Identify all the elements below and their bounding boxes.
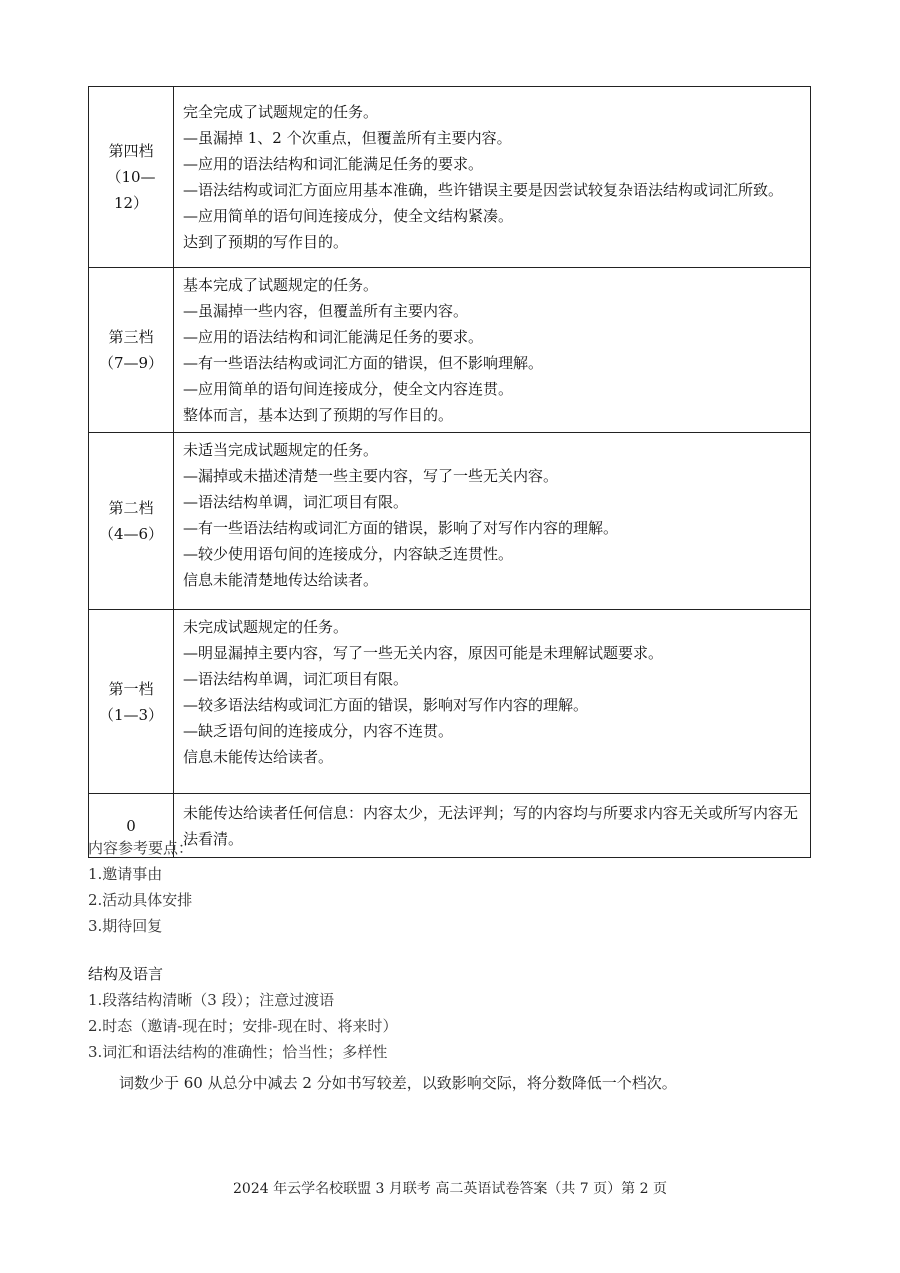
description-line: 整体而言，基本达到了预期的写作目的。 (183, 406, 454, 424)
level-name: 第四档 (108, 142, 154, 160)
description-line: —较少使用语句间的连接成分，内容缺乏连贯性。 (183, 545, 514, 563)
description-text: 未能传达给读者任何信息：内容太少，无法评判；写的内容均与所要求内容无关或所写内容无法看清。 (183, 803, 799, 848)
level-range: （7—9） (98, 354, 164, 372)
level-description (174, 610, 811, 794)
structure-item: 1.段落结构清晰（3 段）；注意过渡语 (88, 991, 335, 1009)
description-line: —有一些语法结构或词汇方面的错误，影响了对写作内容的理解。 (183, 519, 619, 537)
description-line: —明显漏掉主要内容，写了一些无关内容，原因可能是未理解试题要求。 (183, 644, 664, 662)
level-name: 第三档 (108, 328, 154, 346)
spacer (88, 939, 397, 961)
level-label-cell (89, 87, 174, 268)
content-point-item: 1.邀请事由 (88, 865, 163, 883)
description-line: 未适当完成试题规定的任务。 (183, 441, 379, 459)
description-line: 达到了预期的写作目的。 (183, 233, 349, 251)
level-name: 第一档 (108, 679, 154, 698)
rubric-row-level-4 (89, 87, 811, 268)
rubric-row-level-3 (89, 268, 811, 433)
structure-item: 3.词汇和语法结构的准确性；恰当性；多样性 (88, 1043, 388, 1061)
level-name: 第二档 (108, 499, 154, 517)
level-range: （10— (106, 168, 156, 186)
description-line: —语法结构或词汇方面应用基本准确，些许错误主要是因尝试较复杂语法结构或词汇所致。 (183, 181, 784, 199)
description-line: —有一些语法结构或词汇方面的错误，但不影响理解。 (183, 354, 544, 372)
description-line: —虽漏掉一些内容，但覆盖所有主要内容。 (183, 302, 469, 320)
level-description (174, 268, 811, 433)
content-point-item: 3.期待回复 (88, 917, 163, 935)
level-description (174, 87, 811, 268)
level-label-cell (89, 268, 174, 433)
content-point-item: 2.活动具体安排 (88, 891, 193, 909)
description-line: 未完成试题规定的任务。 (183, 618, 349, 636)
level-description (174, 433, 811, 610)
description-line: —应用的语法结构和词汇能满足任务的要求。 (183, 155, 484, 173)
word-count-note: 词数少于 60 从总分中减去 2 分如书写较差，以致影响交际，将分数降低一个档次。 (119, 1074, 677, 1092)
description-line: —应用的语法结构和词汇能满足任务的要求。 (183, 328, 484, 346)
structure-heading: 结构及语言 (88, 965, 164, 983)
description-line: —应用简单的语句间连接成分，使全文内容连贯。 (183, 380, 514, 398)
level-name: 0 (126, 816, 136, 835)
description-line: 基本完成了试题规定的任务。 (183, 276, 379, 294)
level-label-cell (89, 610, 174, 794)
level-range: 12） (113, 194, 149, 212)
description-line: —语法结构单调，词汇项目有限。 (183, 493, 409, 511)
description-line: —较多语法结构或词汇方面的错误，影响对写作内容的理解。 (183, 696, 589, 714)
description-line: —应用简单的语句间连接成分，使全文结构紧凑。 (183, 207, 514, 225)
description-line: 完全完成了试题规定的任务。 (183, 103, 379, 121)
description-line: 信息未能传达给读者。 (183, 748, 334, 766)
description-line: 信息未能清楚地传达给读者。 (183, 571, 379, 589)
content-points-heading: 内容参考要点： (88, 839, 194, 857)
scoring-rubric-table (88, 86, 811, 858)
reference-notes (88, 835, 397, 1065)
structure-item: 2.时态（邀请-现在时；安排-现在时、将来时） (88, 1017, 398, 1035)
level-range: （4—6） (98, 525, 164, 543)
description-line: —漏掉或未描述清楚一些主要内容，写了一些无关内容。 (183, 467, 559, 485)
page-footer: 2024 年云学名校联盟 3 月联考 高二英语试卷答案（共 7 页）第 2 页 (233, 1181, 667, 1197)
rubric-row-level-2 (89, 433, 811, 610)
description-line: —语法结构单调，词汇项目有限。 (183, 670, 409, 688)
level-label-cell (89, 433, 174, 610)
rubric-row-level-1 (89, 610, 811, 794)
description-line: —缺乏语句间的连接成分，内容不连贯。 (183, 722, 454, 740)
description-line: —虽漏掉 1、2 个次重点，但覆盖所有主要内容。 (183, 129, 512, 147)
level-range: （1—3） (98, 705, 164, 724)
